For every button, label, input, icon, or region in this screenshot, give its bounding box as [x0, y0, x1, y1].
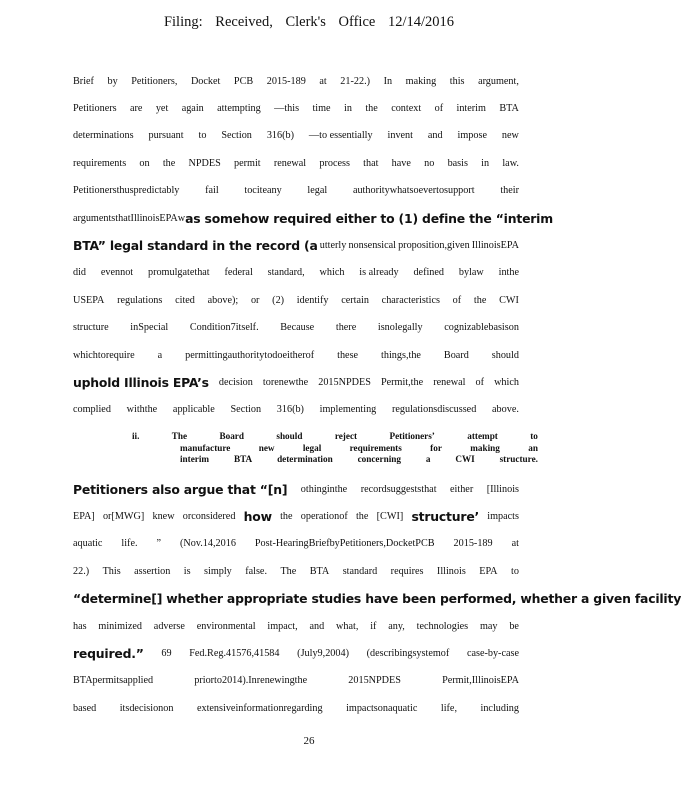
word: certain	[341, 294, 369, 306]
word: (Nov.14,2016	[179, 538, 236, 550]
word: or[MWG]	[102, 511, 145, 523]
word: is	[183, 565, 191, 577]
word: “determine[] whether appropriate studies have been performed, whether a given facility	[73, 591, 681, 607]
word: things,the	[381, 349, 421, 361]
text-line	[73, 586, 681, 613]
word: this	[449, 75, 465, 87]
heading-word: making	[470, 442, 500, 453]
section-heading	[132, 431, 538, 466]
word: cited	[175, 294, 195, 306]
word: impacts	[487, 511, 519, 523]
word: there	[335, 322, 357, 334]
text-line	[73, 232, 519, 259]
word: fail	[205, 185, 219, 197]
word: no	[424, 157, 435, 169]
word: othinginthe	[300, 483, 348, 495]
word: their	[500, 185, 519, 197]
word: the	[473, 294, 487, 306]
text-line	[73, 397, 519, 424]
word: life,	[440, 702, 457, 714]
word: renewal	[273, 157, 307, 169]
word: characteristics	[381, 294, 440, 306]
heading-word: concerning	[357, 454, 401, 465]
heading-word: Petitioners’	[389, 431, 435, 441]
heading-line	[132, 443, 538, 455]
word: pursuant	[148, 130, 184, 142]
heading-word: ii.	[132, 431, 140, 441]
word: assertion	[134, 565, 171, 577]
word: Petitioners,	[131, 75, 178, 87]
word: identify	[296, 294, 329, 306]
word: Petitionersthuspredictably	[73, 185, 180, 197]
word: these	[337, 349, 359, 361]
word: requires	[390, 565, 424, 577]
heading-line	[132, 431, 538, 443]
word: at	[319, 75, 327, 87]
word: environmental	[196, 620, 256, 632]
text-line	[73, 123, 519, 150]
word: by	[107, 75, 118, 87]
word: Section	[221, 130, 252, 142]
word: may	[479, 620, 498, 632]
word: authoritywhatsoevertosupport	[352, 185, 475, 197]
word: are	[129, 103, 143, 115]
word: BTA	[309, 565, 330, 577]
heading-word: new	[258, 442, 275, 453]
word: Docket	[190, 75, 221, 87]
word: has	[73, 620, 87, 632]
word: 69	[161, 648, 172, 660]
word: promulgatethat	[147, 267, 210, 279]
word: yet	[155, 103, 169, 115]
heading-word: reject	[334, 431, 358, 441]
word: time	[312, 103, 331, 115]
word: BTApermitsapplied	[73, 675, 154, 687]
word: knew	[152, 511, 175, 523]
word: requirements	[73, 157, 127, 169]
word: Permit,IllinoisEPA	[442, 675, 519, 687]
word: inSpecial	[130, 322, 169, 334]
word: NPDES	[188, 157, 221, 169]
text-line	[73, 531, 519, 558]
word: any,	[388, 620, 405, 632]
word: [CWI]	[376, 511, 404, 523]
text-line	[73, 613, 519, 640]
word: 22.)	[73, 565, 90, 577]
word: above.	[492, 404, 519, 416]
word: did	[73, 267, 87, 279]
word: a	[157, 349, 163, 361]
word: permit	[234, 157, 261, 169]
word: if	[370, 620, 377, 632]
word: This	[102, 565, 121, 577]
word: attempting	[217, 103, 261, 115]
word: proposition,given	[398, 240, 470, 252]
word: at	[511, 538, 519, 550]
word: 21-22.)	[340, 75, 371, 87]
word: to	[198, 130, 207, 142]
word: standard	[342, 565, 378, 577]
word: decision	[218, 376, 253, 388]
word: Brief	[73, 75, 94, 87]
page-number: 26	[303, 735, 315, 747]
body-text-bottom	[73, 476, 681, 723]
text-line	[73, 150, 519, 177]
word: making	[405, 75, 437, 87]
text-line	[73, 640, 519, 667]
word: Petitioners also argue that “[n]	[73, 481, 288, 497]
word: implementing	[319, 404, 377, 416]
word: determinations	[73, 130, 134, 142]
word: evennot	[100, 267, 134, 279]
word: In	[383, 75, 393, 87]
word: [Illinois	[486, 483, 519, 495]
text-line	[73, 178, 519, 205]
text-line	[73, 695, 519, 722]
word: cognizablebasison	[444, 322, 519, 334]
word: in	[343, 103, 352, 115]
text-line	[73, 342, 519, 369]
word: EPA	[159, 212, 178, 224]
word: The	[280, 565, 297, 577]
word: interim	[456, 103, 486, 115]
word: law.	[502, 157, 519, 169]
word: context	[391, 103, 422, 115]
word: again	[181, 103, 204, 115]
word: (describingsystemof	[366, 648, 450, 660]
text-line	[73, 503, 519, 530]
word: extensiveinformationregarding	[196, 702, 323, 714]
word: new	[501, 130, 519, 142]
word: 2015NPDES	[348, 675, 401, 687]
word: structure’	[411, 509, 480, 525]
word: which	[319, 267, 345, 279]
word: how	[243, 509, 272, 525]
word: or	[250, 294, 260, 306]
word: as somehow required either to (1) define the “interim	[185, 210, 553, 226]
word: standard,	[267, 267, 305, 279]
word: of	[475, 376, 484, 388]
heading-word: Board	[219, 431, 244, 441]
word: and	[427, 130, 443, 142]
word: permittingauthoritytodoeitherof	[185, 349, 315, 361]
word: operationof	[300, 511, 348, 523]
word: on	[139, 157, 150, 169]
word: —to essentially	[308, 130, 373, 142]
word: should	[491, 349, 519, 361]
word: complied	[73, 404, 111, 416]
word: itsdecisionon	[119, 702, 174, 714]
word: uphold Illinois EPA’s	[73, 374, 209, 390]
word: of	[434, 103, 444, 115]
word: the	[162, 157, 176, 169]
heading-word: to	[530, 431, 538, 441]
heading-word: interim	[180, 454, 210, 465]
word: be	[509, 620, 519, 632]
text-line	[73, 476, 519, 503]
word: tociteany	[244, 185, 282, 197]
word: and	[309, 620, 325, 632]
heading-word: CWI	[455, 454, 475, 465]
word: (July9,2004)	[297, 648, 349, 660]
word: w	[177, 212, 186, 224]
word: utterly	[319, 240, 347, 252]
heading-word: manufacture	[180, 442, 231, 453]
text-line	[73, 668, 519, 695]
word: simply	[204, 565, 232, 577]
word: in	[481, 157, 490, 169]
word: BTA	[499, 103, 519, 115]
heading-word: determination	[277, 454, 333, 465]
heading-word: attempt	[467, 431, 498, 441]
word: orconsidered	[182, 511, 236, 523]
word: Fed.Reg.41576,41584	[189, 648, 280, 660]
heading-word: BTA	[233, 454, 253, 465]
text-line	[73, 558, 519, 585]
word: regulations	[117, 294, 163, 306]
text-line	[73, 369, 519, 396]
word: Illinois	[130, 212, 160, 224]
heading-word: The	[171, 431, 188, 441]
word: 2015NPDES	[318, 376, 371, 388]
word: USEPA	[73, 294, 105, 306]
word: isnolegally	[377, 322, 423, 334]
word: basis	[447, 157, 468, 169]
word: legal	[307, 185, 328, 197]
word: invent	[387, 130, 413, 142]
word: bylaw	[458, 267, 484, 279]
word: the	[365, 103, 378, 115]
word: renewal	[433, 376, 466, 388]
text-line	[73, 68, 519, 95]
word: have	[391, 157, 411, 169]
word: CWI	[499, 294, 519, 306]
word: Petitioners	[73, 103, 117, 115]
filing-header: Filing: Received, Clerk's Office 12/14/2016	[163, 14, 455, 30]
word: nonsensical	[348, 240, 396, 252]
word: 316(b)	[266, 130, 294, 142]
word: EPA	[479, 565, 498, 577]
word: that	[115, 212, 131, 224]
word: above);	[207, 294, 239, 306]
text-line	[73, 260, 519, 287]
word: priorto2014).Inrenewingthe	[194, 675, 308, 687]
word: federal	[224, 267, 253, 279]
word: Because	[280, 322, 315, 334]
word: inthe	[498, 267, 519, 279]
word: life.	[121, 538, 138, 550]
word: to	[510, 565, 519, 577]
word: the	[280, 511, 293, 523]
word: 2015-189	[266, 75, 306, 87]
word: withthe	[126, 404, 158, 416]
word: case-by-case	[466, 648, 519, 660]
word: recordsuggeststhat	[360, 483, 437, 495]
word: Section	[230, 404, 262, 416]
word: Board	[443, 349, 469, 361]
text-line	[73, 205, 553, 232]
word: Post-HearingBriefbyPetitioners,DocketPCB	[254, 538, 435, 550]
word: EPA]	[73, 511, 95, 523]
text-line	[73, 287, 519, 314]
word: Illinois	[436, 565, 466, 577]
word: regulationsdiscussed	[391, 404, 477, 416]
word: argument,	[478, 75, 519, 87]
word: (2)	[272, 294, 285, 306]
heading-word: should	[276, 431, 303, 441]
word: what,	[336, 620, 359, 632]
text-line	[73, 95, 519, 122]
word: including	[480, 702, 519, 714]
body-text-top	[73, 68, 553, 424]
word: impose	[457, 130, 487, 142]
heading-word: legal	[302, 442, 322, 453]
word: that	[363, 157, 379, 169]
heading-word: requirements	[349, 442, 402, 453]
word: applicable	[172, 404, 215, 416]
word: impactsonaquatic	[346, 702, 418, 714]
word: IllinoisEPA	[471, 240, 519, 252]
heading-word: an	[528, 442, 538, 453]
word: whichtorequire	[73, 349, 135, 361]
word: PCB	[233, 75, 254, 87]
text-line	[73, 315, 519, 342]
word: based	[73, 702, 97, 714]
word: minimized	[98, 620, 142, 632]
word: aquatic	[73, 538, 103, 550]
word: process	[319, 157, 350, 169]
word: either	[450, 483, 474, 495]
heading-line	[132, 454, 538, 466]
word: 2015-189	[453, 538, 493, 550]
word: impact,	[267, 620, 298, 632]
word: structure	[73, 322, 109, 334]
word: which	[494, 376, 519, 388]
word: adverse	[153, 620, 185, 632]
word: Permit,the	[380, 376, 424, 388]
word: 316(b)	[276, 404, 304, 416]
word: required.”	[73, 646, 144, 662]
word: BTA” legal standard in the record (a	[73, 238, 318, 254]
word: the	[355, 511, 369, 523]
word: of	[452, 294, 462, 306]
word: is already	[359, 267, 399, 279]
word: torenewthe	[262, 376, 309, 388]
word: arguments	[73, 212, 116, 224]
word: Condition7itself.	[189, 322, 259, 334]
heading-word: structure.	[499, 454, 538, 465]
word: false.	[245, 565, 267, 577]
word: technologies	[416, 620, 469, 632]
heading-word: a	[425, 454, 431, 465]
word: ”	[156, 538, 162, 550]
word: defined	[413, 267, 445, 279]
heading-word: for	[430, 442, 442, 453]
word: —this	[274, 103, 300, 115]
